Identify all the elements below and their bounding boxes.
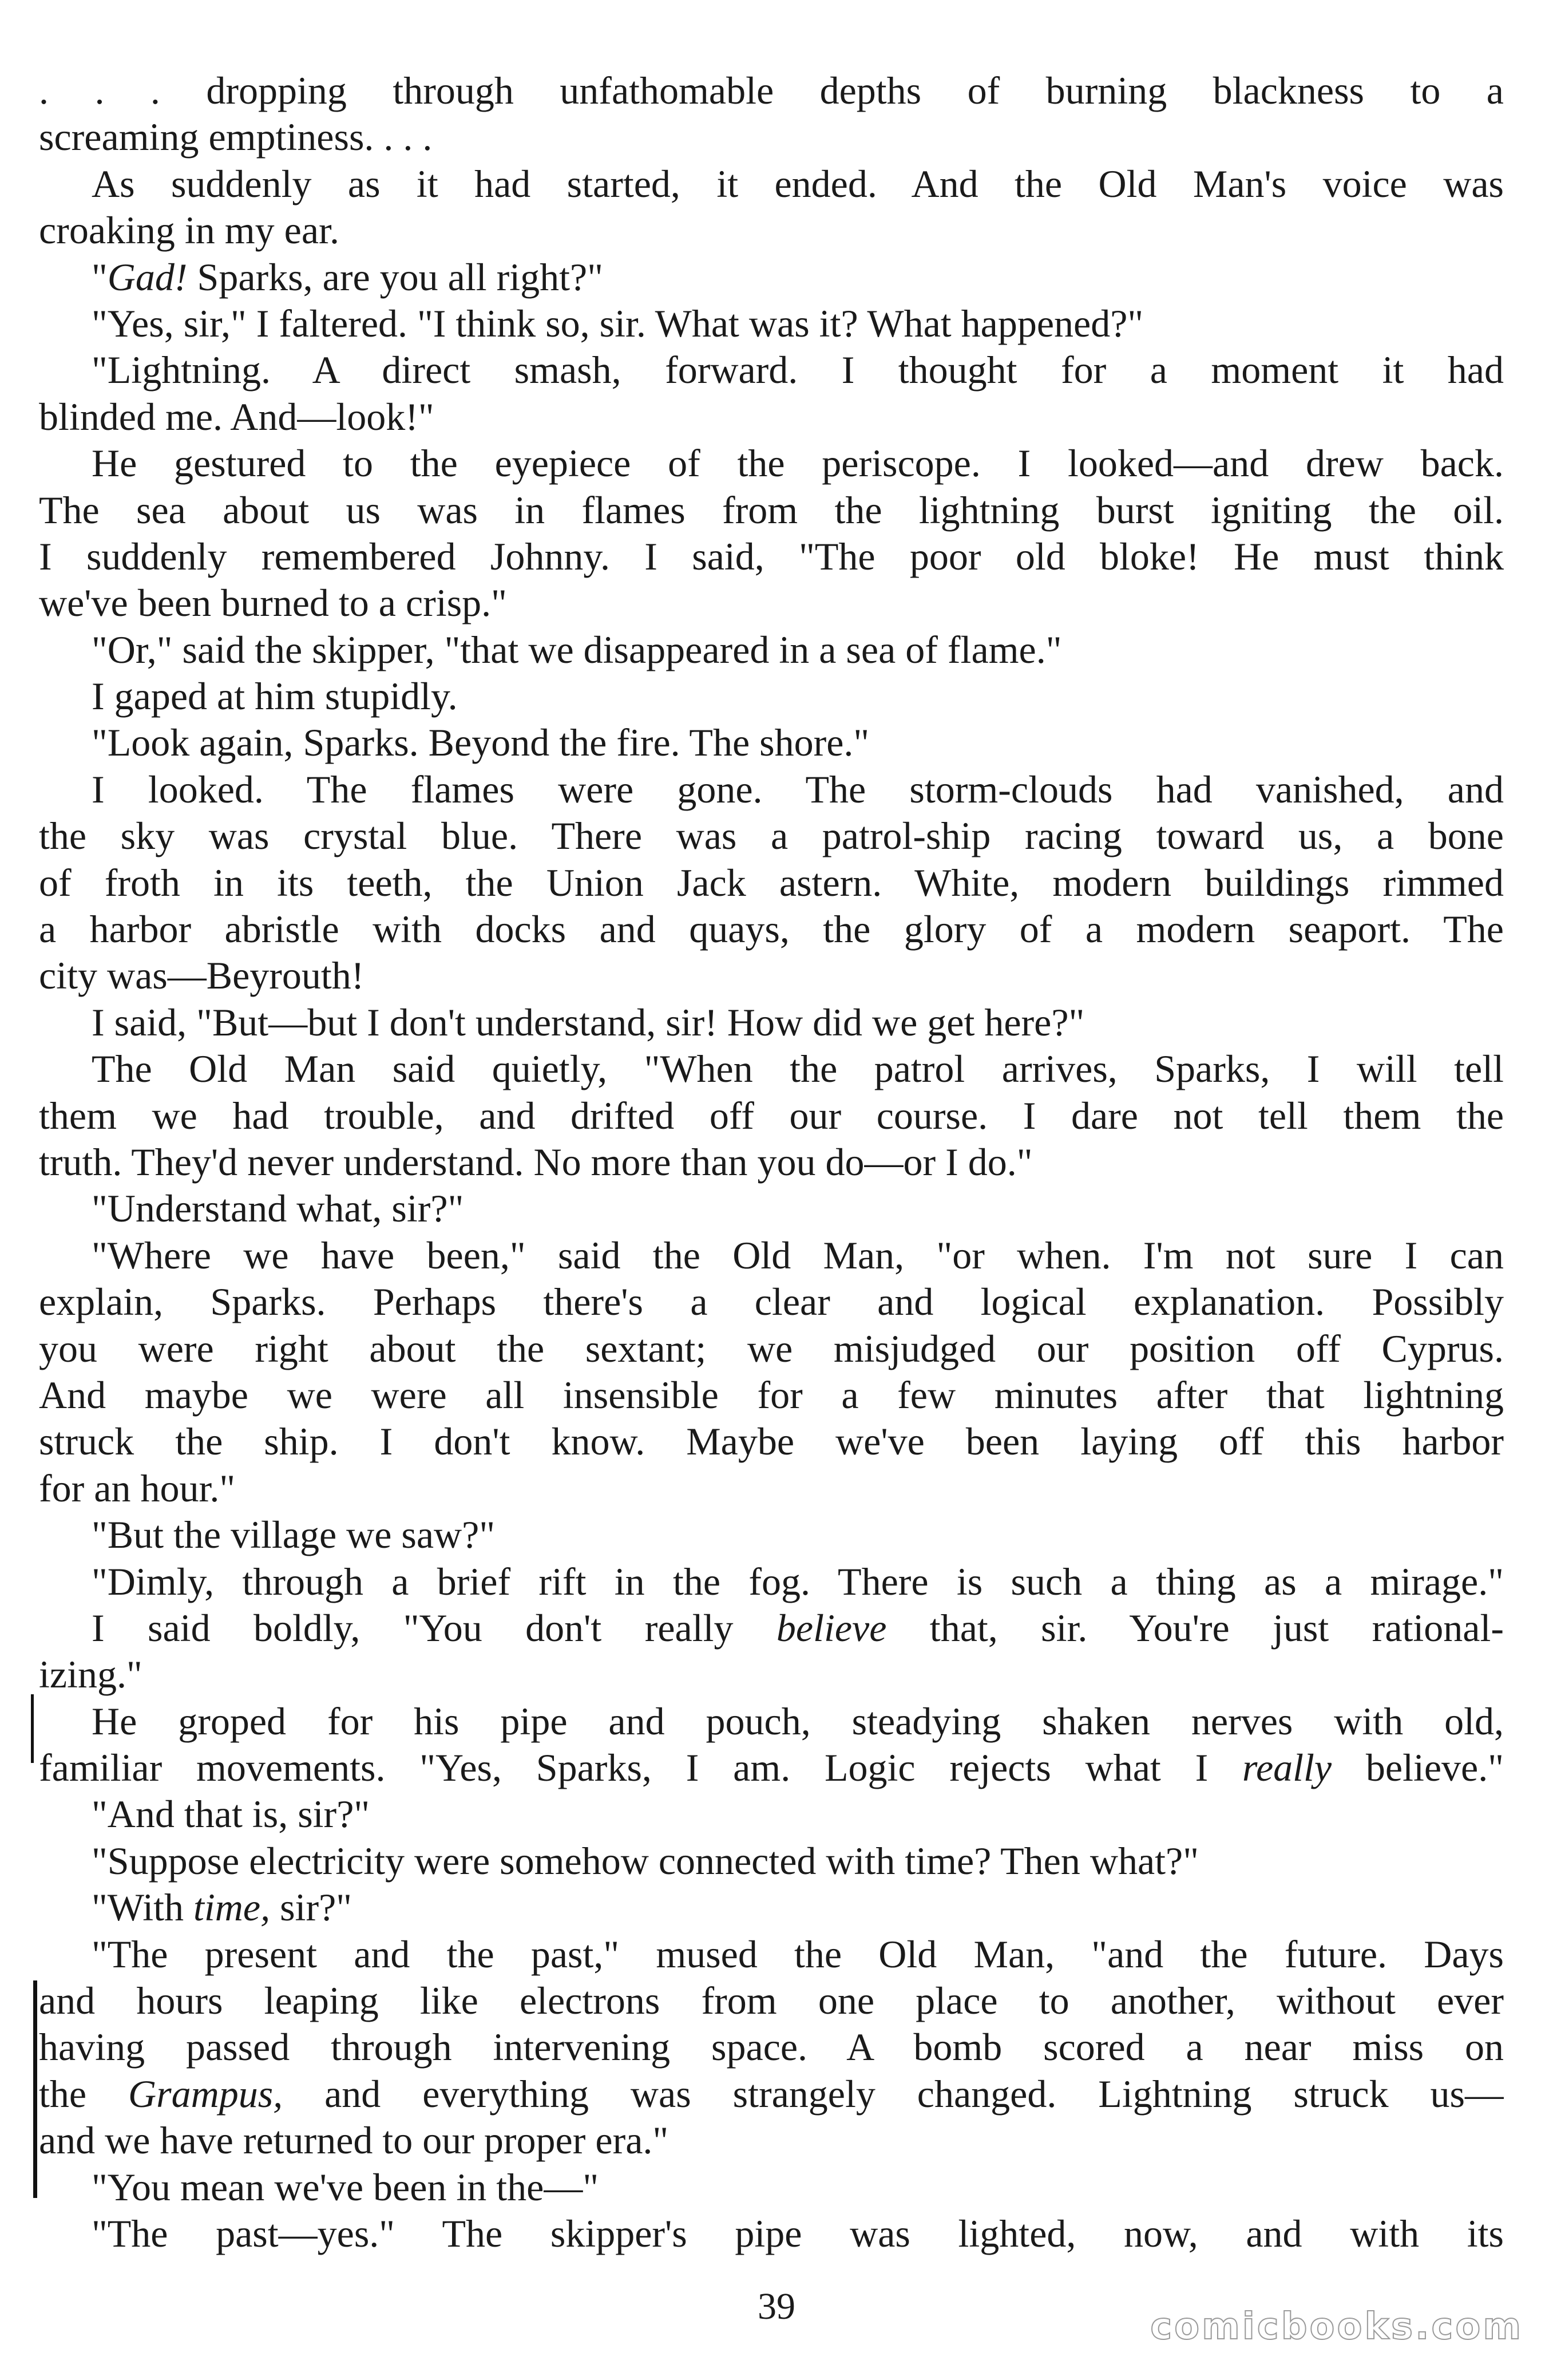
text-line: "Suppose electricity were somehow connected with time? Then what?" bbox=[92, 1839, 1199, 1883]
text-line: I looked. The flames were gone. The storm-clouds had vanished, and bbox=[92, 767, 1504, 811]
text-line: "With time, sir?" bbox=[92, 1885, 352, 1930]
text-line: "You mean we've been in the—" bbox=[92, 2165, 599, 2209]
text-line: The sea about us was in flames from the lightning burst igniting the oil. bbox=[39, 488, 1504, 532]
text-line: . . . dropping through unfathomable depths of burning blackness to a bbox=[39, 69, 1504, 112]
text-line: familiar movements. "Yes, Sparks, I am. Logic rejects what I really believe." bbox=[39, 1746, 1504, 1790]
text-line: them we had trouble, and drifted off our course. I dare not tell them the bbox=[39, 1093, 1504, 1137]
text-line: I suddenly remembered Johnny. I said, "The poor old bloke! He must think bbox=[39, 534, 1504, 578]
text-line: blinded me. And—look!" bbox=[39, 394, 434, 438]
text-line: I gaped at him stupidly. bbox=[92, 674, 458, 718]
text-line: screaming emptiness. . . . bbox=[39, 115, 433, 159]
text-line: city was—Beyrouth! bbox=[39, 954, 365, 998]
text-line: I said, "But—but I don't understand, sir! How did we get here?" bbox=[92, 1000, 1085, 1044]
text-line: "The past—yes." The skipper's pipe was lighted, now, and with its bbox=[92, 2211, 1504, 2255]
text-line: "Gad! Sparks, are you all right?" bbox=[92, 255, 603, 299]
text-line: explain, Sparks. Perhaps there's a clear and logical explanation. Possibly bbox=[39, 1280, 1504, 1324]
text-line: of froth in its teeth, the Union Jack astern. White, modern buildings rimmed bbox=[39, 860, 1504, 904]
text-line: "Look again, Sparks. Beyond the fire. The shore." bbox=[92, 721, 870, 765]
text-line: and hours leaping like electrons from one place to another, without ever bbox=[39, 1979, 1504, 2023]
text-line: "But the village we saw?" bbox=[92, 1513, 496, 1557]
text-line: struck the ship. I don't know. Maybe we've been laying off this harbor bbox=[39, 1420, 1504, 1464]
text-line: As suddenly as it had started, it ended. And the Old Man's voice was bbox=[92, 161, 1504, 205]
page-number: 39 bbox=[758, 2286, 795, 2327]
text-line: for an hour." bbox=[39, 1466, 236, 1510]
text-line: "And that is, sir?" bbox=[92, 1792, 370, 1836]
text-line: "Yes, sir," I faltered. "I think so, sir. What was it? What happened?" bbox=[92, 301, 1144, 345]
text-line: "Dimly, through a brief rift in the fog. There is such a thing as a mirage." bbox=[92, 1559, 1504, 1603]
text-line: you were right about the sextant; we misjudged our position off Cyprus. bbox=[39, 1326, 1504, 1370]
text-line: the sky was crystal blue. There was a patrol-ship racing toward us, a bone bbox=[39, 814, 1504, 858]
text-line: having passed through intervening space. A bomb scored a near miss on bbox=[39, 2025, 1504, 2069]
text-line: "Lightning. A direct smash, forward. I thought for a moment it had bbox=[92, 348, 1504, 392]
text-line: croaking in my ear. bbox=[39, 208, 339, 252]
text-line: And maybe we were all insensible for a few minutes after that lightning bbox=[39, 1373, 1504, 1417]
text-line: He groped for his pipe and pouch, steadying shaken nerves with old, bbox=[92, 1699, 1504, 1743]
text-line: truth. They'd never understand. No more than you do—or I do." bbox=[39, 1140, 1033, 1184]
text-line: izing." bbox=[39, 1652, 142, 1697]
text-line: "The present and the past," mused the Old Man, "and the future. Days bbox=[92, 1932, 1504, 1976]
text-line: we've been burned to a crisp." bbox=[39, 581, 507, 625]
text-line: I said boldly, "You don't really believe that, sir. You're just rational- bbox=[92, 1606, 1504, 1650]
text-line: He gestured to the eyepiece of the periscope. I looked—and drew back. bbox=[92, 441, 1504, 485]
site-watermark: comicbooks.com bbox=[1150, 2306, 1523, 2348]
text-line: and we have returned to our proper era." bbox=[39, 2118, 669, 2162]
text-line: "Where we have been," said the Old Man, "or when. I'm not sure I can bbox=[92, 1233, 1504, 1277]
text-line: a harbor abristle with docks and quays, the glory of a modern seaport. The bbox=[39, 907, 1504, 951]
story-text bbox=[39, 68, 1504, 2257]
margin-mark bbox=[33, 1980, 37, 2198]
margin-mark bbox=[31, 1694, 34, 1763]
text-line: "Understand what, sir?" bbox=[92, 1187, 464, 1231]
text-line: The Old Man said quietly, "When the patrol arrives, Sparks, I will tell bbox=[92, 1047, 1504, 1091]
text-line: the Grampus, and everything was strangely changed. Lightning struck us— bbox=[39, 2071, 1504, 2116]
text-line: "Or," said the skipper, "that we disappeared in a sea of flame." bbox=[92, 627, 1062, 671]
